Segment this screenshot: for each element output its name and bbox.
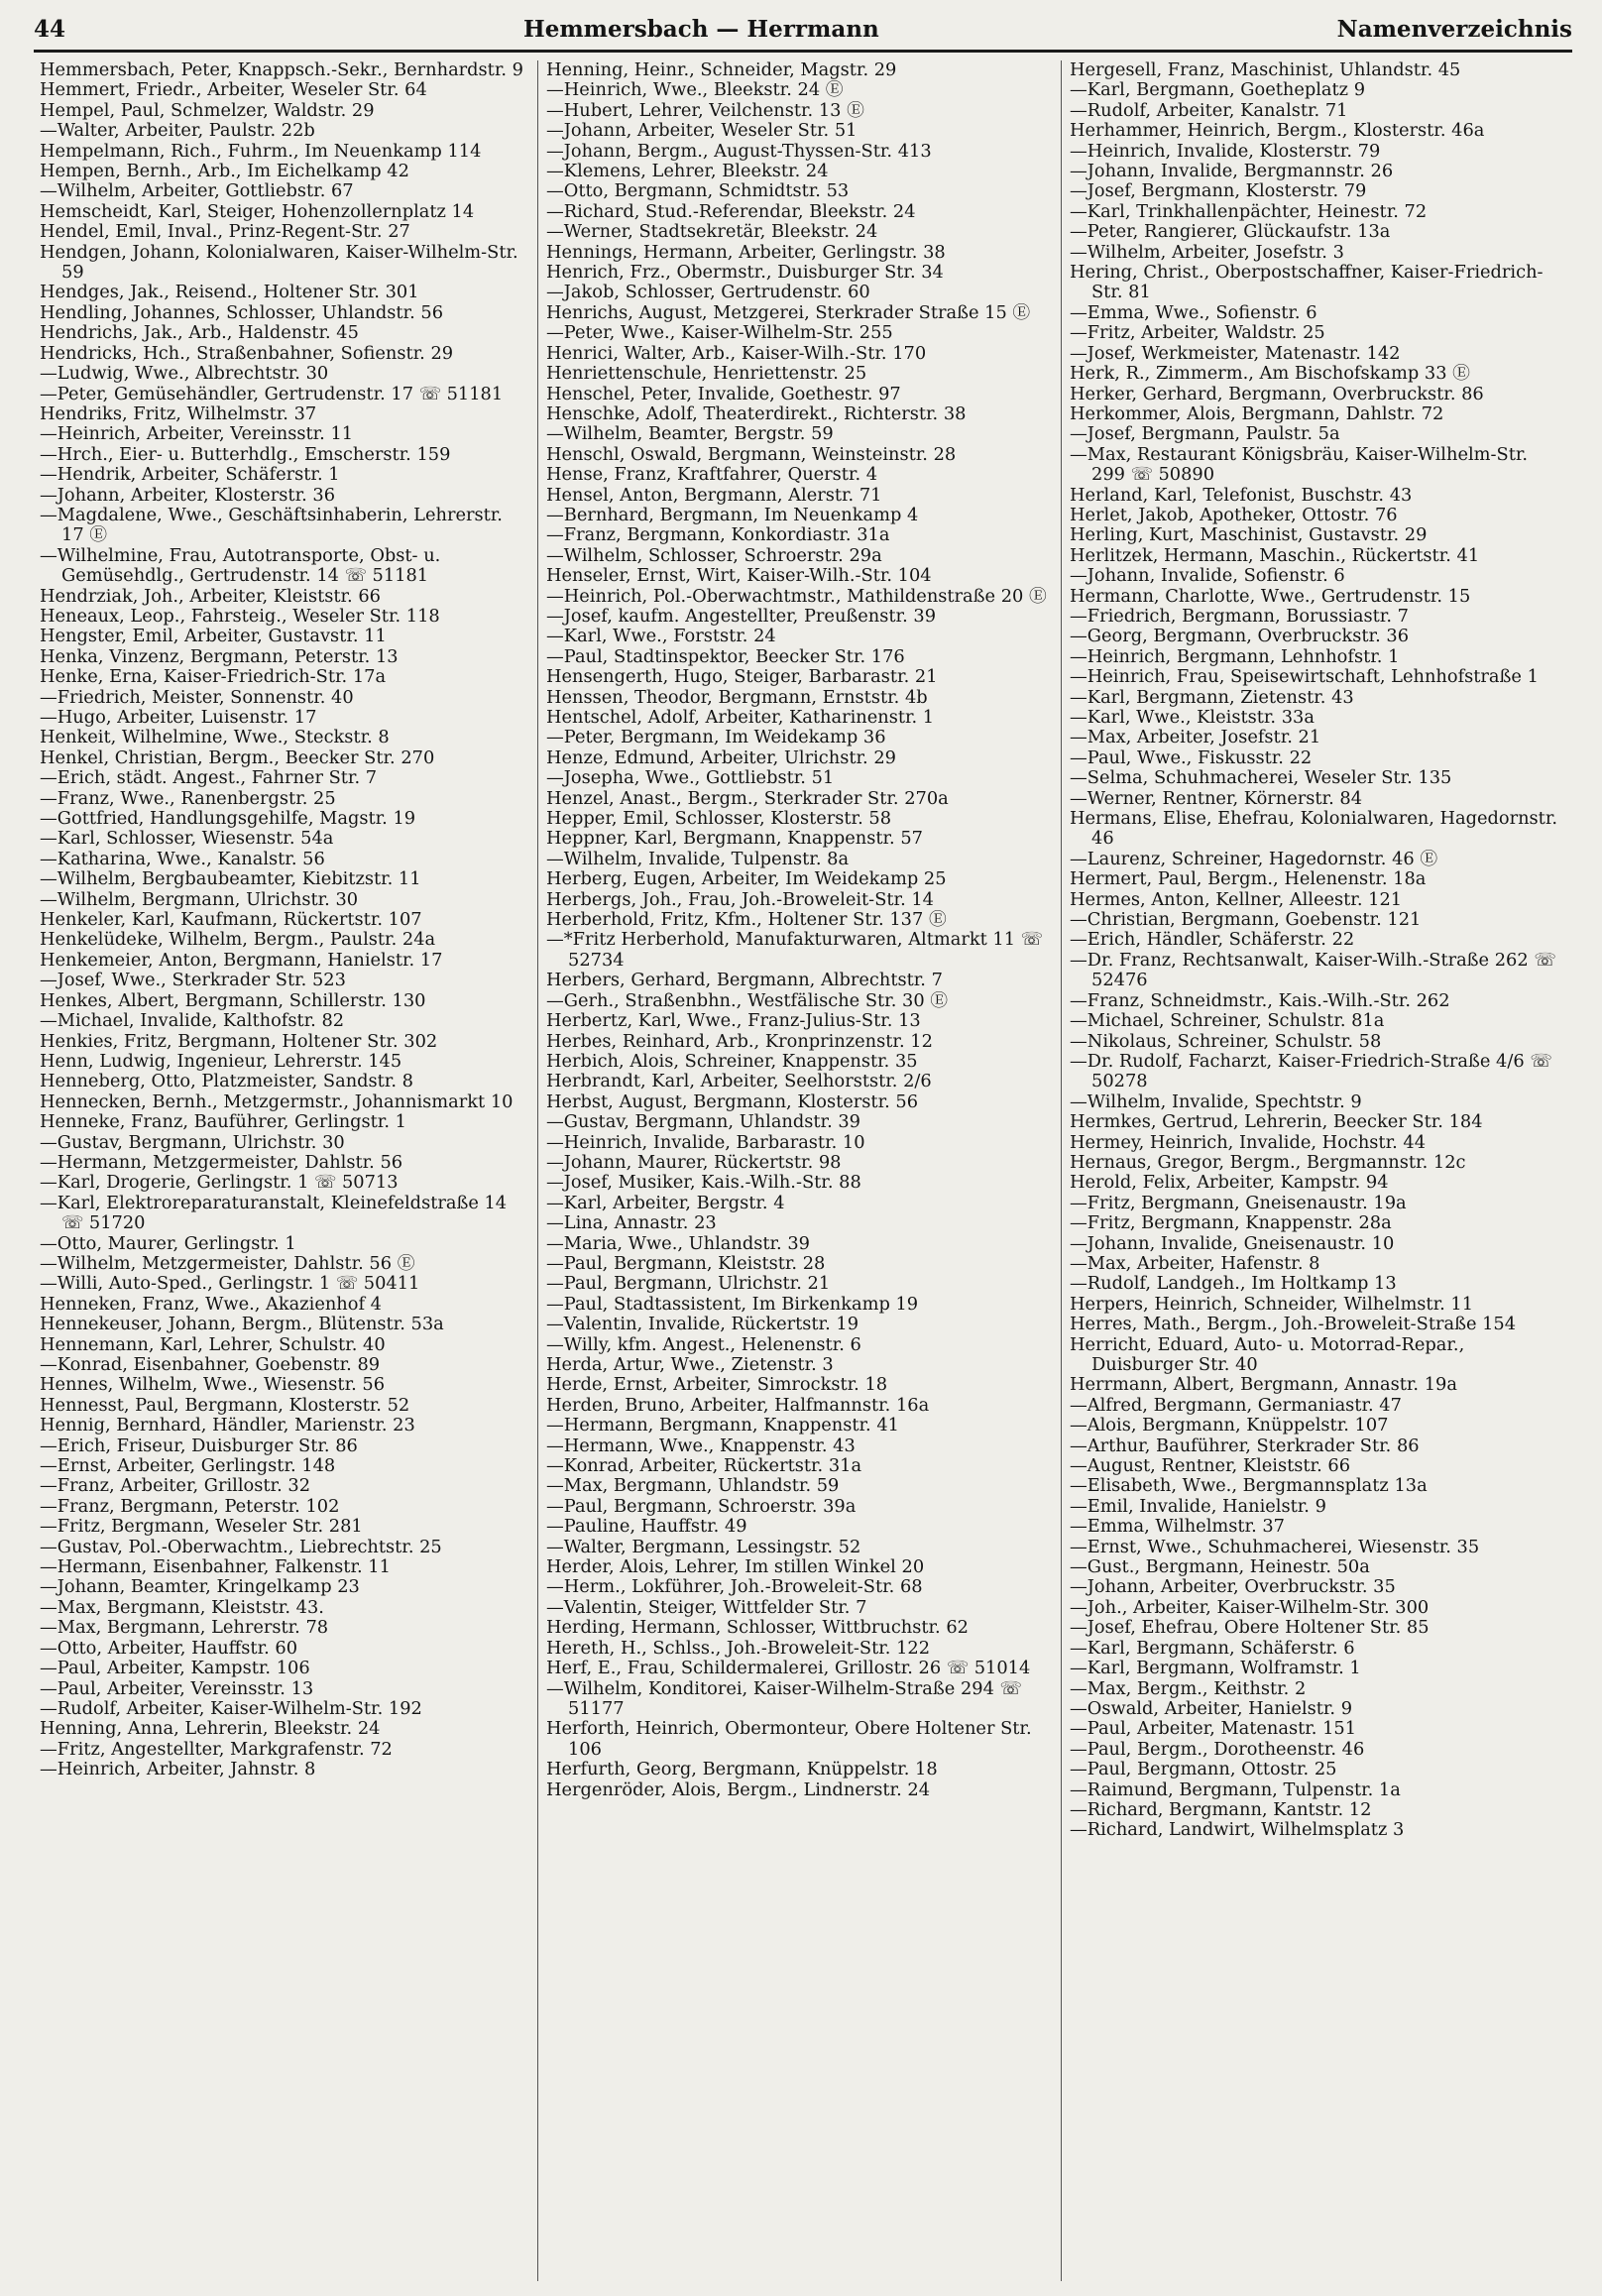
directory-entry: —Erich, Händler, Schäferstr. 22 xyxy=(1070,929,1355,951)
directory-entry: —Richard, Stud.-Referendar, Bleekstr. 24 xyxy=(546,200,916,222)
directory-entry: —Peter, Gemüsehändler, Gertrudenstr. 17 ☏ 51181 xyxy=(40,383,504,404)
directory-entry: Hennemann, Karl, Lehrer, Schulstr. 40 xyxy=(40,1333,386,1355)
directory-entry: Hense, Franz, Kraftfahrer, Querstr. 4 xyxy=(546,464,878,486)
directory-entry: Hendriks, Fritz, Wilhelmstr. 37 xyxy=(40,402,317,424)
directory-entry: —Otto, Bergmann, Schmidtstr. 53 xyxy=(546,180,850,202)
directory-entry: Henze, Edmund, Arbeiter, Ulrichstr. 29 xyxy=(546,746,896,768)
directory-entry: —Hermann, Metzgermeister, Dahlstr. 56 xyxy=(40,1151,403,1173)
directory-entry: Hermans, Elise, Ehefrau, Kolonialwaren, Hagedornstr. 46 xyxy=(1070,808,1558,850)
directory-entry: Hennig, Bernhard, Händler, Marienstr. 23 xyxy=(40,1415,415,1436)
directory-entry: —Arthur, Bauführer, Sterkrader Str. 86 xyxy=(1070,1435,1420,1456)
directory-entry: —Wilhelm, Bergbaubeamter, Kiebitzstr. 11 xyxy=(40,868,421,890)
directory-entry: —Erich, Friseur, Duisburger Str. 86 xyxy=(40,1435,358,1456)
directory-entry: —Fritz, Bergmann, Gneisenaustr. 19a xyxy=(1070,1192,1407,1213)
directory-entry: —Wilhelm, Invalide, Spechtstr. 9 xyxy=(1070,1091,1362,1112)
directory-entry: —Heinrich, Pol.-Oberwachtmstr., Mathildenstraße 20 Ⓔ xyxy=(546,585,1047,607)
directory-entry: Hendricks, Hch., Straßenbahner, Sofienstr. 29 xyxy=(40,342,454,364)
directory-entry: —Paul, Bergm., Dorotheenstr. 46 xyxy=(1070,1738,1365,1760)
directory-entry: —Michael, Invalide, Kalthofstr. 82 xyxy=(40,1010,345,1032)
entry-list xyxy=(40,60,529,1780)
directory-entry: —Josef, Wwe., Sterkrader Str. 523 xyxy=(40,970,346,991)
column-middle xyxy=(537,60,1061,2281)
directory-entry: —Heinrich, Arbeiter, Vereinsstr. 11 xyxy=(40,423,354,445)
directory-entry: —Gustav, Pol.-Oberwachtm., Liebrechtstr. 25 xyxy=(40,1536,442,1557)
directory-entry: —Valentin, Steiger, Wittfelder Str. 7 xyxy=(546,1596,867,1618)
directory-entry: Herling, Kurt, Maschinist, Gustavstr. 29 xyxy=(1070,524,1428,546)
column-left xyxy=(34,60,537,2281)
directory-entry: —Rudolf, Arbeiter, Kanalstr. 71 xyxy=(1070,99,1348,121)
directory-entry: Hepper, Emil, Schlosser, Klosterstr. 58 xyxy=(546,808,892,830)
directory-entry: Hendrziak, Joh., Arbeiter, Kleiststr. 66 xyxy=(40,585,381,607)
directory-entry: —Laurenz, Schreiner, Hagedornstr. 46 Ⓔ xyxy=(1070,848,1438,869)
directory-entry: Hennes, Wilhelm, Wwe., Wiesenstr. 56 xyxy=(40,1374,386,1396)
directory-entry: —Erich, städt. Angest., Fahrner Str. 7 xyxy=(40,767,378,789)
directory-entry: Hempen, Bernh., Arb., Im Eichelkamp 42 xyxy=(40,161,409,182)
directory-entry: —Franz, Wwe., Ranenbergstr. 25 xyxy=(40,787,336,809)
directory-entry: Herf, E., Frau, Schildermalerei, Grillostr. 26 ☏ 51014 xyxy=(546,1658,1031,1679)
directory-entry: —Elisabeth, Wwe., Bergmannsplatz 13a xyxy=(1070,1475,1428,1497)
directory-entry: —Friedrich, Meister, Sonnenstr. 40 xyxy=(40,686,354,708)
directory-entry: —Wilhelm, Beamter, Bergstr. 59 xyxy=(546,423,834,445)
directory-entry: —Emma, Wilhelmstr. 37 xyxy=(1070,1516,1285,1538)
directory-entry: —Paul, Arbeiter, Vereinsstr. 13 xyxy=(40,1677,314,1699)
directory-entry: —Max, Bergmann, Uhlandstr. 59 xyxy=(546,1475,840,1497)
directory-entry: —Max, Bergm., Keithstr. 2 xyxy=(1070,1677,1307,1699)
directory-entry: Herbers, Gerhard, Bergmann, Albrechtstr. 7 xyxy=(546,970,943,991)
directory-entry: Herold, Felix, Arbeiter, Kampstr. 94 xyxy=(1070,1172,1389,1194)
directory-entry: —Heinrich, Bergmann, Lehnhofstr. 1 xyxy=(1070,645,1400,667)
directory-entry: —Franz, Bergmann, Konkordiastr. 31a xyxy=(546,524,890,546)
directory-entry: —Josef, kaufm. Angestellter, Preußenstr. 39 xyxy=(546,605,937,627)
directory-entry: Henkes, Albert, Bergmann, Schillerstr. 130 xyxy=(40,989,426,1011)
directory-entry: —Josef, Bergmann, Paulstr. 5a xyxy=(1070,423,1340,445)
directory-entry: —Karl, Bergmann, Zietenstr. 43 xyxy=(1070,686,1354,708)
directory-entry: —Franz, Bergmann, Peterstr. 102 xyxy=(40,1495,340,1517)
directory-entry: —Ernst, Arbeiter, Gerlingstr. 148 xyxy=(40,1455,336,1477)
directory-entry: Henrichs, August, Metzgerei, Sterkrader Straße 15 Ⓔ xyxy=(546,301,1031,323)
directory-entry: Hermey, Heinrich, Invalide, Hochstr. 44 xyxy=(1070,1131,1427,1153)
directory-entry: Hentschel, Adolf, Arbeiter, Katharinenstr. 1 xyxy=(546,707,935,728)
directory-entry: —Karl, Drogerie, Gerlingstr. 1 ☏ 50713 xyxy=(40,1172,399,1194)
directory-entry: —Fritz, Bergmann, Knappenstr. 28a xyxy=(1070,1212,1392,1234)
directory-entry: —Oswald, Arbeiter, Hanielstr. 9 xyxy=(1070,1697,1353,1719)
directory-entry: Herding, Hermann, Schlosser, Wittbruchstr. 62 xyxy=(546,1617,969,1639)
directory-entry: —Paul, Bergmann, Schroerstr. 39a xyxy=(546,1495,857,1517)
directory-entry: —Lina, Annastr. 23 xyxy=(546,1212,717,1234)
directory-entry: —Ernst, Wwe., Schuhmacherei, Wiesenstr. 35 xyxy=(1070,1536,1480,1557)
directory-entry: —Joh., Arbeiter, Kaiser-Wilhelm-Str. 300 xyxy=(1070,1596,1430,1618)
directory-entry: —Otto, Arbeiter, Hauffstr. 60 xyxy=(40,1637,298,1659)
directory-entry: —Hermann, Bergmann, Knappenstr. 41 xyxy=(546,1415,899,1436)
directory-entry: —Hendrik, Arbeiter, Schäferstr. 1 xyxy=(40,464,340,486)
directory-entry: —Max, Restaurant Königsbräu, Kaiser-Wilhelm-Str. 299 ☏ 50890 xyxy=(1070,443,1529,486)
directory-entry: —Konrad, Eisenbahner, Goebenstr. 89 xyxy=(40,1354,381,1375)
directory-entry: Hensengerth, Hugo, Steiger, Barbarastr. 21 xyxy=(546,666,938,688)
directory-entry: Henschke, Adolf, Theaterdirekt., Richterstr. 38 xyxy=(546,402,967,424)
directory-entry: Herberhold, Fritz, Kfm., Holtener Str. 137 Ⓔ xyxy=(546,909,947,931)
directory-entry: Henkies, Fritz, Bergmann, Holtener Str. 302 xyxy=(40,1030,438,1052)
directory-entry: —Johann, Invalide, Sofienstr. 6 xyxy=(1070,565,1345,587)
directory-entry: Herricht, Eduard, Auto- u. Motorrad-Repar., Duisburger Str. 40 xyxy=(1070,1333,1465,1375)
directory-entry: Hermkes, Gertrud, Lehrerin, Beecker Str. 184 xyxy=(1070,1111,1483,1133)
directory-entry: —Josef, Musiker, Kais.-Wilh.-Str. 88 xyxy=(546,1172,861,1194)
directory-entry: Hermann, Charlotte, Wwe., Gertrudenstr. 15 xyxy=(1070,585,1471,607)
directory-entry: —Wilhelm, Bergmann, Ulrichstr. 30 xyxy=(40,888,359,910)
directory-entry: —Karl, Wwe., Forststr. 24 xyxy=(546,626,776,647)
directory-entry: Hergesell, Franz, Maschinist, Uhlandstr. 45 xyxy=(1070,60,1461,80)
directory-entry: —Pauline, Hauffstr. 49 xyxy=(546,1516,747,1538)
directory-entry: —Max, Bergmann, Kleiststr. 43. xyxy=(40,1596,324,1618)
directory-entry: —Walter, Bergmann, Lessingstr. 52 xyxy=(546,1536,861,1557)
directory-entry: Herbich, Alois, Schreiner, Knappenstr. 35 xyxy=(546,1050,918,1072)
directory-entry: Heneaux, Leop., Fahrsteig., Weseler Str. 118 xyxy=(40,605,440,627)
directory-entry: —Hugo, Arbeiter, Luisenstr. 17 xyxy=(40,707,317,728)
directory-entry: —Paul, Bergmann, Ottostr. 25 xyxy=(1070,1759,1337,1780)
directory-entry: —Georg, Bergmann, Overbruckstr. 36 xyxy=(1070,626,1410,647)
directory-entry: —Fritz, Arbeiter, Waldstr. 25 xyxy=(1070,322,1325,344)
directory-entry: —Emma, Wwe., Sofienstr. 6 xyxy=(1070,301,1317,323)
directory-entry: —Alfred, Bergmann, Germaniastr. 47 xyxy=(1070,1394,1402,1416)
directory-entry: Hempel, Paul, Schmelzer, Waldstr. 29 xyxy=(40,99,375,121)
directory-entry: Henning, Anna, Lehrerin, Bleekstr. 24 xyxy=(40,1718,381,1740)
directory-entry: Hennecken, Bernh., Metzgermstr., Johannismarkt 10 xyxy=(40,1091,514,1112)
directory-entry: —Wilhelm, Arbeiter, Josefstr. 3 xyxy=(1070,241,1344,263)
directory-entry: Herkommer, Alois, Bergmann, Dahlstr. 72 xyxy=(1070,402,1444,424)
directory-entry: —Gustav, Bergmann, Uhlandstr. 39 xyxy=(546,1111,860,1133)
directory-entry: Herden, Bruno, Arbeiter, Halfmannstr. 16a xyxy=(546,1394,930,1416)
directory-entry: —Wilhelm, Arbeiter, Gottliebstr. 67 xyxy=(40,180,354,202)
page-header xyxy=(34,16,1572,50)
directory-entry: Herk, R., Zimmerm., Am Bischofskamp 33 Ⓔ xyxy=(1070,363,1470,385)
directory-entry: Henriettenschule, Henriettenstr. 25 xyxy=(546,363,867,385)
directory-entry: Herbrandt, Karl, Arbeiter, Seelhorststr. 2/6 xyxy=(546,1071,932,1092)
directory-entry: —Heinrich, Frau, Speisewirtschaft, Lehnhofstraße 1 xyxy=(1070,666,1539,688)
directory-entry: —Willi, Auto-Sped., Gerlingstr. 1 ☏ 50411 xyxy=(40,1273,420,1295)
directory-entry: Herbst, August, Bergmann, Klosterstr. 56 xyxy=(546,1091,919,1112)
directory-entry: Hennings, Hermann, Arbeiter, Gerlingstr. 38 xyxy=(546,241,946,263)
directory-entry: —Johann, Invalide, Gneisenaustr. 10 xyxy=(1070,1232,1395,1254)
directory-entry: Henssen, Theodor, Bergmann, Ernststr. 4b xyxy=(546,686,928,708)
directory-entry: —Josef, Werkmeister, Matenastr. 142 xyxy=(1070,342,1401,364)
directory-entry: —Richard, Bergmann, Kantstr. 12 xyxy=(1070,1798,1372,1820)
directory-entry: Henneke, Franz, Bauführer, Gerlingstr. 1 xyxy=(40,1111,406,1133)
directory-entry: —Johann, Arbeiter, Klosterstr. 36 xyxy=(40,484,336,506)
directory-entry: Henning, Heinr., Schneider, Magstr. 29 xyxy=(546,60,897,80)
directory-entry: —Maria, Wwe., Uhlandstr. 39 xyxy=(546,1232,810,1254)
directory-entry: —Karl, Elektroreparaturanstalt, Kleinefeldstraße 14 ☏ 51720 xyxy=(40,1192,508,1234)
directory-entry: Henkemeier, Anton, Bergmann, Hanielstr. 17 xyxy=(40,949,443,971)
directory-entry: —Wilhelm, Konditorei, Kaiser-Wilhelm-Straße 294 ☏ 51177 xyxy=(546,1677,1022,1719)
directory-entry: Herbergs, Joh., Frau, Joh.-Broweleit-Str. 14 xyxy=(546,888,934,910)
directory-entry: Heppner, Karl, Bergmann, Knappenstr. 57 xyxy=(546,828,923,850)
directory-entry: —Emil, Invalide, Hanielstr. 9 xyxy=(1070,1495,1326,1517)
directory-entry: Henrich, Frz., Obermstr., Duisburger Str. 34 xyxy=(546,262,944,284)
directory-entry: —Dr. Franz, Rechtsanwalt, Kaiser-Wilh.-Straße 262 ☏ 52476 xyxy=(1070,949,1556,991)
directory-entry: —Klemens, Lehrer, Bleekstr. 24 xyxy=(546,161,829,182)
directory-entry: Hengster, Emil, Arbeiter, Gustavstr. 11 xyxy=(40,626,387,647)
directory-entry: —Fritz, Angestellter, Markgrafenstr. 72 xyxy=(40,1738,393,1760)
directory-entry: Henneberg, Otto, Platzmeister, Sandstr. 8 xyxy=(40,1071,413,1092)
directory-entry: —Karl, Schlosser, Wiesenstr. 54a xyxy=(40,828,334,850)
directory-entry: —Hermann, Wwe., Knappenstr. 43 xyxy=(546,1435,856,1456)
directory-entry: —Josef, Bergmann, Klosterstr. 79 xyxy=(1070,180,1367,202)
page-number: 44 xyxy=(34,16,66,43)
directory-entry: Henzel, Anast., Bergm., Sterkrader Str. 270a xyxy=(546,787,949,809)
directory-entry: Herland, Karl, Telefonist, Buschstr. 43 xyxy=(1070,484,1413,506)
directory-entry: —Alois, Bergmann, Knüppelstr. 107 xyxy=(1070,1415,1389,1436)
directory-entry: —Magdalene, Wwe., Geschäftsinhaberin, Lehrerstr. 17 Ⓔ xyxy=(40,504,503,546)
directory-entry: —Peter, Rangierer, Glückaufstr. 13a xyxy=(1070,221,1391,243)
directory-entry: —Paul, Wwe., Fiskusstr. 22 xyxy=(1070,746,1313,768)
directory-entry: Hennekeuser, Johann, Bergm., Blütenstr. 53a xyxy=(40,1314,444,1335)
directory-entry: Hergenröder, Alois, Bergm., Lindnerstr. 24 xyxy=(546,1779,931,1800)
directory-entry: Hendrichs, Jak., Arb., Haldenstr. 45 xyxy=(40,322,359,344)
directory-entry: Hempelmann, Rich., Fuhrm., Im Neuenkamp 114 xyxy=(40,140,482,162)
directory-entry: Herlitzek, Hermann, Maschin., Rückertstr. 41 xyxy=(1070,544,1480,566)
directory-entry: Herbertz, Karl, Wwe., Franz-Julius-Str. 13 xyxy=(546,1010,921,1032)
directory-entry: —Ludwig, Wwe., Albrechtstr. 30 xyxy=(40,363,329,385)
directory-entry: —Wilhelmine, Frau, Autotransporte, Obst- u. Gemüsehdlg., Gertrudenstr. 14 ☏ 51181 xyxy=(40,544,441,587)
directory-entry: Hendling, Johannes, Schlosser, Uhlandstr. 56 xyxy=(40,301,444,323)
directory-entry: —Johann, Beamter, Kringelkamp 23 xyxy=(40,1576,360,1598)
directory-entry: Henke, Erna, Kaiser-Friedrich-Str. 17a xyxy=(40,666,387,688)
directory-entry: Hernaus, Gregor, Bergm., Bergmannstr. 12c xyxy=(1070,1151,1466,1173)
directory-entry: Herbes, Reinhard, Arb., Kronprinzenstr. 12 xyxy=(546,1030,933,1052)
directory-entry: —Gustav, Bergmann, Ulrichstr. 30 xyxy=(40,1131,345,1153)
directory-entry: Hemmert, Friedr., Arbeiter, Weseler Str. 64 xyxy=(40,79,427,101)
directory-entry: —Paul, Bergmann, Ulrichstr. 21 xyxy=(546,1273,831,1295)
directory-entry: —Paul, Arbeiter, Kampstr. 106 xyxy=(40,1658,310,1679)
directory-entry: —Friedrich, Bergmann, Borussiastr. 7 xyxy=(1070,605,1409,627)
columns xyxy=(34,60,1572,2281)
directory-entry: —Raimund, Bergmann, Tulpenstr. 1a xyxy=(1070,1779,1401,1800)
directory-entry: —Wilhelm, Invalide, Tulpenstr. 8a xyxy=(546,848,850,869)
directory-entry: Hennesst, Paul, Bergmann, Klosterstr. 52 xyxy=(40,1394,410,1416)
directory-entry: —Paul, Stadtassistent, Im Birkenkamp 19 xyxy=(546,1293,919,1315)
directory-entry: Henka, Vinzenz, Bergmann, Peterstr. 13 xyxy=(40,645,399,667)
directory-entry: —Peter, Bergmann, Im Weidekamp 36 xyxy=(546,727,886,748)
directory-entry: —Heinrich, Arbeiter, Jahnstr. 8 xyxy=(40,1759,316,1780)
directory-entry: —Dr. Rudolf, Facharzt, Kaiser-Friedrich-Straße 4/6 ☏ 50278 xyxy=(1070,1050,1552,1092)
directory-entry: —Nikolaus, Schreiner, Schulstr. 58 xyxy=(1070,1030,1382,1052)
directory-entry: Herres, Math., Bergm., Joh.-Broweleit-Straße 154 xyxy=(1070,1314,1517,1335)
directory-entry: —Selma, Schuhmacherei, Weseler Str. 135 xyxy=(1070,767,1452,789)
directory-entry: Herrmann, Albert, Bergmann, Annastr. 19a xyxy=(1070,1374,1457,1396)
directory-entry: —Johann, Maurer, Rückertstr. 98 xyxy=(546,1151,842,1173)
directory-entry: —Heinrich, Wwe., Bleekstr. 24 Ⓔ xyxy=(546,79,844,101)
directory-entry: —Karl, Trinkhallenpächter, Heinestr. 72 xyxy=(1070,200,1428,222)
directory-entry: —Valentin, Invalide, Rückertstr. 19 xyxy=(546,1314,859,1335)
directory-entry: —Gottfried, Handlungsgehilfe, Magstr. 19 xyxy=(40,808,416,830)
section-title: Namenverzeichnis xyxy=(1336,16,1572,43)
directory-entry: —Katharina, Wwe., Kanalstr. 56 xyxy=(40,848,325,869)
directory-entry: —Gust., Bergmann, Heinestr. 50a xyxy=(1070,1556,1370,1578)
directory-entry: —Werner, Stadtsekretär, Bleekstr. 24 xyxy=(546,221,878,243)
directory-entry: —Hrch., Eier- u. Butterhdlg., Emscherstr. 159 xyxy=(40,443,451,465)
directory-entry: —Rudolf, Arbeiter, Kaiser-Wilhelm-Str. 192 xyxy=(40,1697,422,1719)
directory-entry: —*Fritz Herberhold, Manufakturwaren, Altmarkt 11 ☏ 52734 xyxy=(546,929,1043,971)
directory-entry: —Paul, Arbeiter, Matenastr. 151 xyxy=(1070,1718,1357,1740)
directory-entry: Henkelüdeke, Wilhelm, Bergm., Paulstr. 24a xyxy=(40,929,436,951)
entry-list xyxy=(1070,60,1558,1841)
directory-entry: Herda, Artur, Wwe., Zietenstr. 3 xyxy=(546,1354,834,1375)
directory-entry: —Karl, Bergmann, Schäferstr. 6 xyxy=(1070,1637,1355,1659)
directory-entry: —Gerh., Straßenbhn., Westfälische Str. 30 Ⓔ xyxy=(546,989,949,1011)
directory-entry: —Karl, Wwe., Kleiststr. 33a xyxy=(1070,707,1315,728)
directory-entry: Herker, Gerhard, Bergmann, Overbruckstr. 86 xyxy=(1070,383,1484,404)
directory-entry: Henrici, Walter, Arb., Kaiser-Wilh.-Str. 170 xyxy=(546,342,927,364)
directory-entry: Hendgen, Johann, Kolonialwaren, Kaiser-Wilhelm-Str. 59 xyxy=(40,241,518,284)
directory-entry: —Peter, Wwe., Kaiser-Wilhelm-Str. 255 xyxy=(546,322,893,344)
directory-entry: Hermert, Paul, Bergm., Helenenstr. 18a xyxy=(1070,868,1427,890)
directory-entry: —Michael, Schreiner, Schulstr. 81a xyxy=(1070,1010,1385,1032)
directory-entry: —Johann, Bergm., August-Thyssen-Str. 413 xyxy=(546,140,932,162)
directory-entry: Herlet, Jakob, Apotheker, Ottostr. 76 xyxy=(1070,504,1398,525)
directory-entry: —Wilhelm, Schlosser, Schroerstr. 29a xyxy=(546,544,882,566)
directory-entry: Henschl, Oswald, Bergmann, Weinsteinstr. 28 xyxy=(546,443,957,465)
directory-entry: —Willy, kfm. Angest., Helenenstr. 6 xyxy=(546,1333,861,1355)
directory-entry: Herder, Alois, Lehrer, Im stillen Winkel 20 xyxy=(546,1556,925,1578)
directory-entry: Hendges, Jak., Reisend., Holtener Str. 301 xyxy=(40,282,419,303)
directory-entry: —Paul, Stadtinspektor, Beecker Str. 176 xyxy=(546,645,905,667)
directory-entry: —Werner, Rentner, Körnerstr. 84 xyxy=(1070,787,1363,809)
directory-entry: —Christian, Bergmann, Goebenstr. 121 xyxy=(1070,909,1422,931)
directory-entry: —Karl, Arbeiter, Bergstr. 4 xyxy=(546,1192,785,1213)
directory-entry: Hemmersbach, Peter, Knappsch.-Sekr., Bernhardstr. 9 xyxy=(40,60,523,80)
directory-entry: Hermes, Anton, Kellner, Alleestr. 121 xyxy=(1070,888,1403,910)
directory-entry: —Paul, Bergmann, Kleiststr. 28 xyxy=(546,1252,826,1274)
directory-entry: Henneken, Franz, Wwe., Akazienhof 4 xyxy=(40,1293,382,1315)
directory-entry: Herhammer, Heinrich, Bergm., Klosterstr. 46a xyxy=(1070,120,1485,142)
column-right xyxy=(1061,60,1566,2281)
directory-entry: —Rudolf, Landgeh., Im Holtkamp 13 xyxy=(1070,1273,1397,1295)
directory-entry: Henseler, Ernst, Wirt, Kaiser-Wilh.-Str. 104 xyxy=(546,565,932,587)
directory-entry: —Franz, Schneidmstr., Kais.-Wilh.-Str. 262 xyxy=(1070,989,1450,1011)
directory-entry: Hering, Christ., Oberpostschaffner, Kaiser-Friedrich-Str. 81 xyxy=(1070,262,1544,303)
directory-entry: —Heinrich, Invalide, Barbarastr. 10 xyxy=(546,1131,865,1153)
directory-entry: Herberg, Eugen, Arbeiter, Im Weidekamp 25 xyxy=(546,868,947,890)
directory-entry: —Richard, Landwirt, Wilhelmsplatz 3 xyxy=(1070,1819,1405,1841)
directory-entry: —Karl, Bergmann, Goetheplatz 9 xyxy=(1070,79,1366,101)
directory-entry: —Bernhard, Bergmann, Im Neuenkamp 4 xyxy=(546,504,919,525)
entry-list xyxy=(546,60,1053,1800)
directory-entry: Herpers, Heinrich, Schneider, Wilhelmstr. 11 xyxy=(1070,1293,1474,1315)
directory-entry: Henkeler, Karl, Kaufmann, Rückertstr. 107 xyxy=(40,909,422,931)
directory-entry: Henkel, Christian, Bergm., Beecker Str. 270 xyxy=(40,746,435,768)
directory-entry: —Karl, Bergmann, Wolframstr. 1 xyxy=(1070,1658,1361,1679)
directory-entry: —Johann, Arbeiter, Weseler Str. 51 xyxy=(546,120,858,142)
directory-entry: —Max, Arbeiter, Hafenstr. 8 xyxy=(1070,1252,1320,1274)
directory-entry: Hereth, H., Schlss., Joh.-Broweleit-Str. 122 xyxy=(546,1637,931,1659)
directory-entry: Herde, Ernst, Arbeiter, Simrockstr. 18 xyxy=(546,1374,888,1396)
directory-entry: —Hubert, Lehrer, Veilchenstr. 13 Ⓔ xyxy=(546,99,864,121)
directory-entry: Hemscheidt, Karl, Steiger, Hohenzollernplatz 14 xyxy=(40,200,475,222)
directory-entry: —Fritz, Bergmann, Weseler Str. 281 xyxy=(40,1516,363,1538)
directory-entry: —Jakob, Schlosser, Gertrudenstr. 60 xyxy=(546,282,870,303)
directory-entry: Henn, Ludwig, Ingenieur, Lehrerstr. 145 xyxy=(40,1050,402,1072)
directory-entry: —Josepha, Wwe., Gottliebstr. 51 xyxy=(546,767,835,789)
directory-entry: Herfurth, Georg, Bergmann, Knüppelstr. 18 xyxy=(546,1759,938,1780)
directory-entry: —Konrad, Arbeiter, Rückertstr. 31a xyxy=(546,1455,862,1477)
directory-entry: Hendel, Emil, Inval., Prinz-Regent-Str. 27 xyxy=(40,221,410,243)
directory-entry: Henkeit, Wilhelmine, Wwe., Steckstr. 8 xyxy=(40,727,390,748)
directory-entry: —Hermann, Eisenbahner, Falkenstr. 11 xyxy=(40,1556,391,1578)
directory-entry: Henschel, Peter, Invalide, Goethestr. 97 xyxy=(546,383,901,404)
directory-entry: —Herm., Lokführer, Joh.-Broweleit-Str. 68 xyxy=(546,1576,923,1598)
directory-entry: —Wilhelm, Metzgermeister, Dahlstr. 56 Ⓔ xyxy=(40,1252,415,1274)
directory-entry: Hensel, Anton, Bergmann, Alerstr. 71 xyxy=(546,484,882,506)
directory-entry: —Johann, Arbeiter, Overbruckstr. 35 xyxy=(1070,1576,1396,1598)
directory-entry: —Max, Arbeiter, Josefstr. 21 xyxy=(1070,727,1321,748)
header-rule xyxy=(34,50,1572,53)
directory-entry: —August, Rentner, Kleiststr. 66 xyxy=(1070,1455,1351,1477)
directory-entry: —Walter, Arbeiter, Paulstr. 22b xyxy=(40,120,315,142)
directory-entry: —Johann, Invalide, Bergmannstr. 26 xyxy=(1070,161,1394,182)
directory-entry: —Franz, Arbeiter, Grillostr. 32 xyxy=(40,1475,311,1497)
directory-entry: Herforth, Heinrich, Obermonteur, Obere Holtener Str. 106 xyxy=(546,1718,1032,1760)
directory-entry: —Heinrich, Invalide, Klosterstr. 79 xyxy=(1070,140,1381,162)
directory-entry: —Max, Bergmann, Lehrerstr. 78 xyxy=(40,1617,329,1639)
directory-entry: —Josef, Ehefrau, Obere Holtener Str. 85 xyxy=(1070,1617,1430,1639)
directory-entry: —Otto, Maurer, Gerlingstr. 1 xyxy=(40,1232,296,1254)
running-title: Hemmersbach — Herrmann xyxy=(522,16,879,43)
